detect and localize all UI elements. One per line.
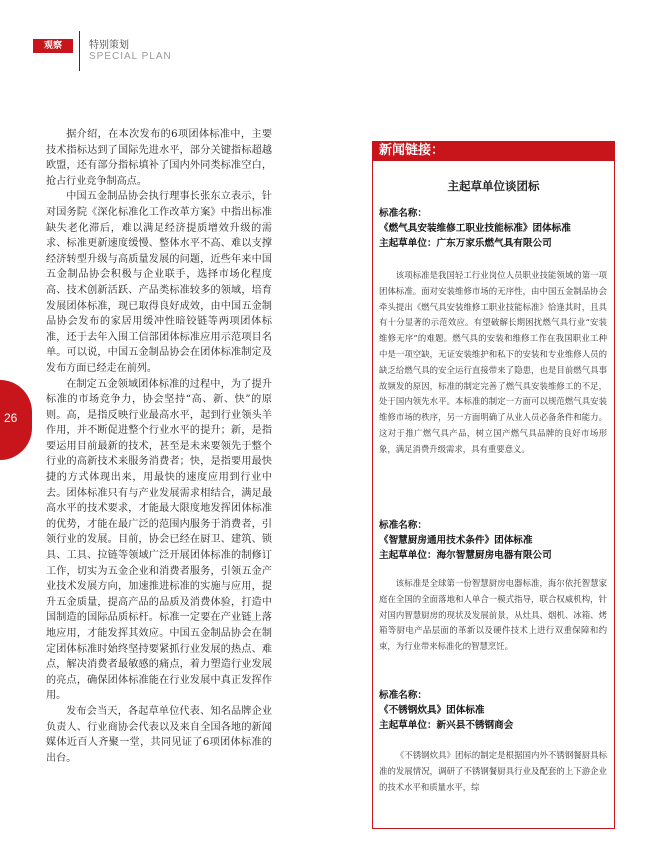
standard-label: 标准名称：	[379, 690, 427, 701]
section-title-cn: 特别策划	[89, 40, 129, 51]
standard-label: 标准名称：	[379, 208, 427, 219]
standard-description: 《不锈钢炊具》团标的制定是根据国内外不锈钢餐厨具标准的发展情况，调研了不锈钢餐厨具行业及配套的上下游企业的技术水平和质量水平，综	[379, 750, 607, 792]
standard-name: 《不锈钢炊具》团体标准	[379, 705, 485, 716]
standard-description: 该项标准是我国轻工行业岗位人员职业技能领域的第一项团体标准。面对安装维修市场的无序性，由中国五金制品协会牵头提出《燃气具安装维修工职业技能标准》恰逢其时，且具有十分显著的示范效应。有望破解长期困扰燃气具行业“安装维修无序”的难题。燃气具的安装和维修工作在我国职业工种中是一项空缺，无证安装维护和私下的安装和专业维修人员的缺乏给燃气具的安全运行直接带来了隐患，也是目前燃气具事故频发的原因，标准的制定完善了燃气具安装维修工的不足，处于国内领先水平。本标准的制定一方面可以规范燃气具安装维修市场的秩序，另一方面明确了从业人员必备条件和能力。这对于推广燃气具产品，树立国产燃气具品牌的良好市场形象，满足消费升级需求，具有重要意义。	[379, 270, 607, 454]
section-tag: 观察	[33, 39, 73, 53]
article-paragraph: 据介绍，在本次发布的6项团体标准中，主要技术指标达到了国际先进水平，部分关键指标超越欧盟，还有部分指标填补了国内外同类标准空白，抢占行业竞争制高点。	[46, 129, 272, 187]
drafting-unit: 主起草单位：广东万家乐燃气具有限公司	[379, 238, 552, 249]
header-divider	[79, 31, 80, 71]
sidebar-heading: 新闻链接：	[379, 143, 445, 158]
article-paragraph: 中国五金制品协会执行理事长张东立表示，针对国务院《深化标准化工作改革方案》中指出标准缺失老化滞后，难以满足经济提质增效升级的需求、标准更新速度缓慢、整体水平不高、难以支撑经济转型升级与高质量发展的问题，近些年来中国五金制品协会积极与企业联手，选择市场化程度高、技术创新活跃、产品类标准较多的领域，培育发展团体标准，现已取得良好成效，由中国五金制品协会发布的家居用缓冲性暗铰链等两项团体标准，还于去年入围工信部团体标准应用示范项目名单。可以说，中国五金制品协会在团体标准制定及发布方面已经走在前列。	[46, 191, 272, 374]
drafting-unit: 主起草单位：海尔智慧厨房电器有限公司	[379, 550, 552, 561]
standard-description: 该标准是全球第一份智慧厨房电器标准，海尔依托智慧家庭在全国的全面落地和人单合一模式指导，联合权威机构，针对国内智慧厨房的现状及发展前景，从灶具、烟机、冰箱、烤箱等厨电产品层面的革新以及硬件技术上进行双重保障和约束，为行业带来标准化的智慧烹饪。	[379, 578, 607, 652]
standard-entry-meta	[379, 206, 611, 251]
drafting-unit: 主起草单位：新兴县不锈钢商会	[379, 720, 514, 731]
standard-label: 标准名称：	[379, 520, 427, 531]
standard-entry-meta	[379, 518, 611, 563]
article-paragraph: 在制定五金领域团体标准的过程中，为了提升标准的市场竞争力，协会坚持“高、新、快”的原则。高，是指反映行业最高水平，起到行业领头羊作用，并不断促进整个行业水平的提升；新，是指要运用目前最新的技术，甚至是未来要领先于整个行业的高新技术来服务消费者；快，是指要用最快捷的方式体现出来，用最快的速度应用到行业中去。团体标准只有与产业发展需求相结合，满足最高水平的技术要求，才能最大限度地发挥团体标准的优势，才能在最广泛的范围内服务于消费者，引领行业的发展。目前，协会已经在厨卫、建筑、锁具、工具、拉链等领域广泛开展团体标准的制修订工作，切实为五金企业和消费者服务，引领五金产业技术发展方向，加速推进标准的实施与应用，提升五金质量，提高产品的品质及消费体验，打造中国制造的国际品质标杆。标准一定要在产业链上落地应用，才能发挥其效应。中国五金制品协会在制定团体标准时始终坚持要紧抓行业发展的热点、难点，解决消费者最敏感的痛点，着力塑造行业发展的亮点，确保团体标准能在行业发展中真正发挥作用。	[46, 378, 272, 702]
sidebar-title: 主起草单位谈团标	[447, 179, 540, 193]
article-body	[46, 127, 272, 766]
standard-name: 《智慧厨房通用技术条件》团体标准	[379, 535, 533, 546]
page-number: 26	[4, 411, 18, 425]
article-paragraph: 发布会当天，各起草单位代表、知名品牌企业负责人、行业商协会代表以及来自全国各地的新闻媒体近百人齐聚一堂，共同见证了6项团体标准的出台。	[46, 705, 272, 764]
section-title-en: SPECIAL PLAN	[89, 51, 172, 62]
standard-name: 《燃气具安装维修工职业技能标准》团体标准	[379, 223, 571, 234]
standard-entry-meta	[379, 688, 611, 733]
